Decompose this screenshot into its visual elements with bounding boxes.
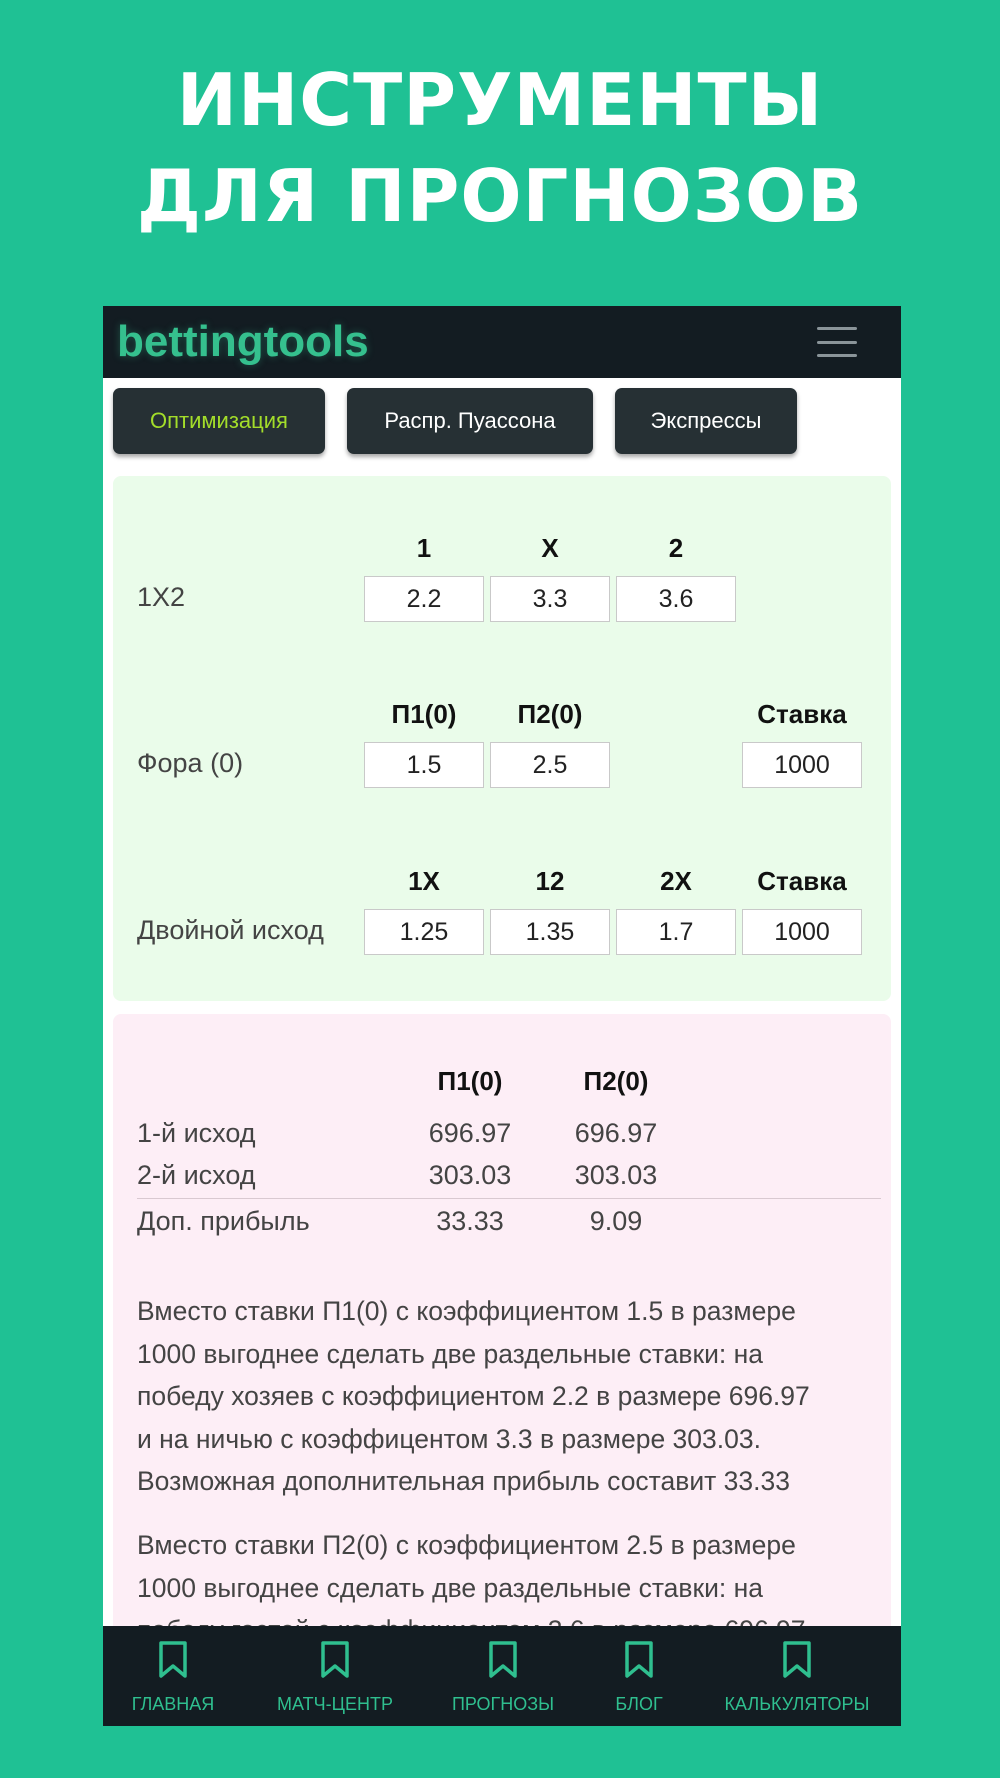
explanation-p1 <box>137 1290 887 1503</box>
explanation-line: Вместо ставки П2(0) с коэффициентом 2.5 в размере <box>137 1530 796 1560</box>
bookmark-icon <box>487 1640 519 1680</box>
result-value: 696.97 <box>574 1118 658 1148</box>
bookmark-icon <box>319 1640 351 1680</box>
promo-line-2: ДЛЯ ПРОГНОЗОВ <box>136 154 864 238</box>
explanation-line: победу хозяев с коэффициентом 2.2 в размере 696.97 <box>137 1381 810 1411</box>
row-label-double: Двойной исход <box>137 915 324 945</box>
odds-input-card <box>113 476 891 1001</box>
result-value: 9.09 <box>589 1206 643 1236</box>
result-row-label: 2-й исход <box>137 1160 256 1190</box>
header-2x: 2X <box>660 866 692 896</box>
hamburger-menu-icon[interactable] <box>817 327 857 357</box>
bookmark-icon <box>623 1640 655 1680</box>
explanation-line: Возможная дополнительная прибыль составит 33.33 <box>137 1466 790 1496</box>
nav-label-blog: БЛОГ <box>615 1694 663 1714</box>
result-row-label: 1-й исход <box>137 1118 256 1148</box>
result-header-p2: П2(0) <box>583 1066 649 1096</box>
header-stake-handicap: Ставка <box>757 699 847 729</box>
explanation-line: 1000 выгоднее сделать две раздельные ставки: на <box>137 1572 763 1603</box>
result-value: 303.03 <box>428 1160 512 1190</box>
tool-tabs <box>113 388 797 454</box>
tab-optimization[interactable]: Оптимизация <box>113 388 325 454</box>
bookmark-icon <box>157 1640 189 1680</box>
explanation-line: и на ничью с коэффицентом 3.3 в размере 303.03. <box>137 1423 761 1454</box>
app-bar <box>103 306 901 378</box>
tab-express[interactable]: Экспрессы <box>615 388 797 454</box>
odds-2-input[interactable] <box>616 576 736 622</box>
nav-label-match-center: МАТЧ-ЦЕНТР <box>277 1694 393 1714</box>
header-2: 2 <box>668 533 684 563</box>
nav-label-home: ГЛАВНАЯ <box>131 1694 215 1714</box>
tab-poisson[interactable]: Распр. Пуассона <box>347 388 593 454</box>
header-p2: П2(0) <box>517 699 583 729</box>
header-p1: П1(0) <box>391 699 457 729</box>
app-screen <box>103 306 901 1726</box>
odds-x-input[interactable] <box>490 576 610 622</box>
results-card <box>113 1014 891 1726</box>
header-1: 1 <box>416 533 432 563</box>
odds-1x-input[interactable] <box>364 909 484 955</box>
odds-2x-input[interactable] <box>616 909 736 955</box>
app-logo[interactable]: bettingtools <box>117 317 369 366</box>
bookmark-icon <box>781 1640 813 1680</box>
promo-heading <box>0 52 1000 244</box>
result-row-label: Доп. прибыль <box>137 1206 310 1236</box>
stake-double-input[interactable] <box>742 909 862 955</box>
header-x: X <box>541 533 559 563</box>
promo-line-1: ИНСТРУМЕНТЫ <box>176 58 824 142</box>
nav-label-predictions: ПРОГНОЗЫ <box>451 1694 555 1714</box>
odds-p1-input[interactable] <box>364 742 484 788</box>
stake-handicap-input[interactable] <box>742 742 862 788</box>
header-12: 12 <box>535 866 565 896</box>
nav-label-calculators: КАЛЬКУЛЯТОРЫ <box>724 1694 870 1714</box>
odds-12-input[interactable] <box>490 909 610 955</box>
odds-p2-input[interactable] <box>490 742 610 788</box>
result-header-p1: П1(0) <box>437 1066 503 1096</box>
bottom-navigation <box>103 1626 901 1726</box>
result-value: 33.33 <box>436 1206 504 1236</box>
result-value: 303.03 <box>574 1160 658 1190</box>
header-stake-double: Ставка <box>757 866 847 896</box>
row-label-1x2: 1X2 <box>137 582 186 612</box>
explanation-line: Вместо ставки П1(0) с коэффициентом 1.5 в размере <box>137 1296 796 1326</box>
result-value: 696.97 <box>428 1118 512 1148</box>
results-divider <box>137 1198 881 1199</box>
explanation-line: 1000 выгоднее сделать две раздельные ставки: на <box>137 1338 763 1369</box>
header-1x: 1X <box>408 866 440 896</box>
row-label-handicap: Фора (0) <box>137 748 244 778</box>
odds-1-input[interactable] <box>364 576 484 622</box>
